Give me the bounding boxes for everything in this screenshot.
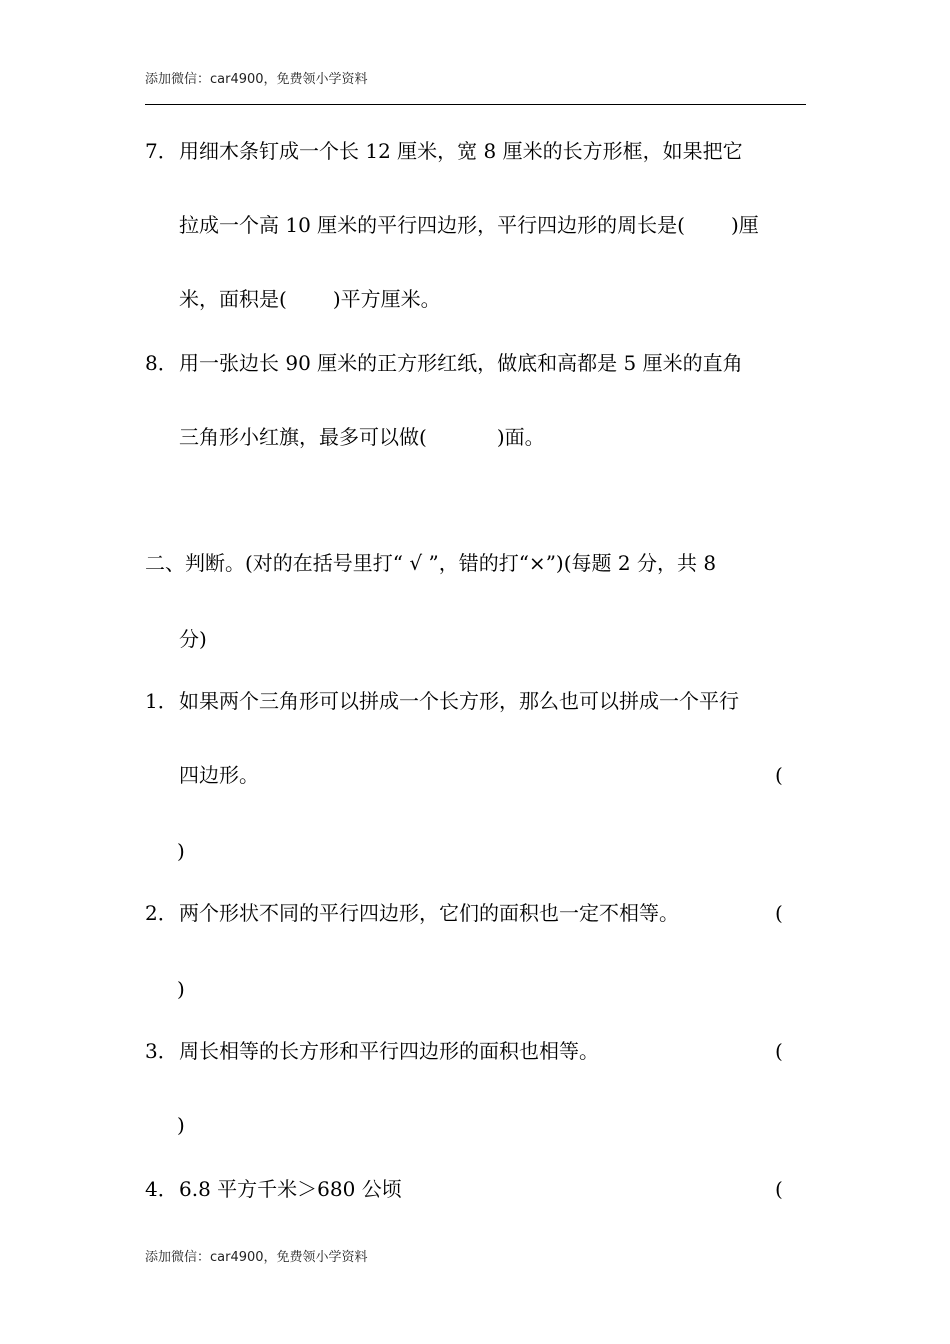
section2-heading: 二、判断。(对的在括号里打“ √ ”，错的打“×”)(每题 2 分，共 8 [145, 551, 717, 575]
judge1-answer-close: ) [177, 839, 185, 863]
judge1-number: 1． [145, 689, 178, 713]
q7-line3-text: 米，面积是( [179, 287, 287, 311]
q8-line2-unit: )面。 [496, 425, 545, 449]
judge2-line1: 两个形状不同的平行四边形，它们的面积也一定不相等。 [179, 901, 679, 925]
q8-number: 8． [145, 351, 178, 375]
q7-number: 7． [145, 139, 178, 163]
judge2-answer-open[interactable]: ( [775, 901, 783, 925]
judge3-number: 3． [145, 1039, 178, 1063]
q8-line2-text: 三角形小红旗，最多可以做( [179, 425, 427, 449]
q7-line1: 用细木条钉成一个长 12 厘米，宽 8 厘米的长方形框，如果把它 [179, 139, 743, 163]
judge1-answer-open[interactable]: ( [775, 763, 783, 787]
judge1-line2: 四边形。 [179, 763, 259, 787]
q7-line3 [179, 286, 441, 312]
q7-line2-unit: )厘 [730, 213, 759, 237]
judge1-line1: 如果两个三角形可以拼成一个长方形，那么也可以拼成一个平行 [179, 689, 739, 713]
judge3-answer-close: ) [177, 1113, 185, 1137]
judge3-line1: 周长相等的长方形和平行四边形的面积也相等。 [179, 1039, 599, 1063]
judge2-number: 2． [145, 901, 178, 925]
q7-line3-unit: )平方厘米。 [332, 287, 441, 311]
judge4-answer-open[interactable]: ( [775, 1177, 783, 1201]
judge4-line1: 6.8 平方千米＞680 公顷 [179, 1177, 402, 1201]
judge2-answer-close: ) [177, 977, 185, 1001]
q7-line2-text: 拉成一个高 10 厘米的平行四边形，平行四边形的周长是( [179, 213, 685, 237]
header-watermark: 添加微信：car4900，免费领小学资料 [145, 72, 368, 87]
q8-line2 [179, 424, 545, 450]
judge4-number: 4． [145, 1177, 178, 1201]
section2-heading-cont: 分) [179, 627, 207, 651]
judge3-answer-open[interactable]: ( [775, 1039, 783, 1063]
q8-line1: 用一张边长 90 厘米的正方形红纸，做底和高都是 5 厘米的直角 [179, 351, 743, 375]
footer-watermark: 添加微信：car4900，免费领小学资料 [145, 1250, 368, 1265]
header-rule [145, 104, 806, 105]
q7-line2 [179, 212, 759, 238]
